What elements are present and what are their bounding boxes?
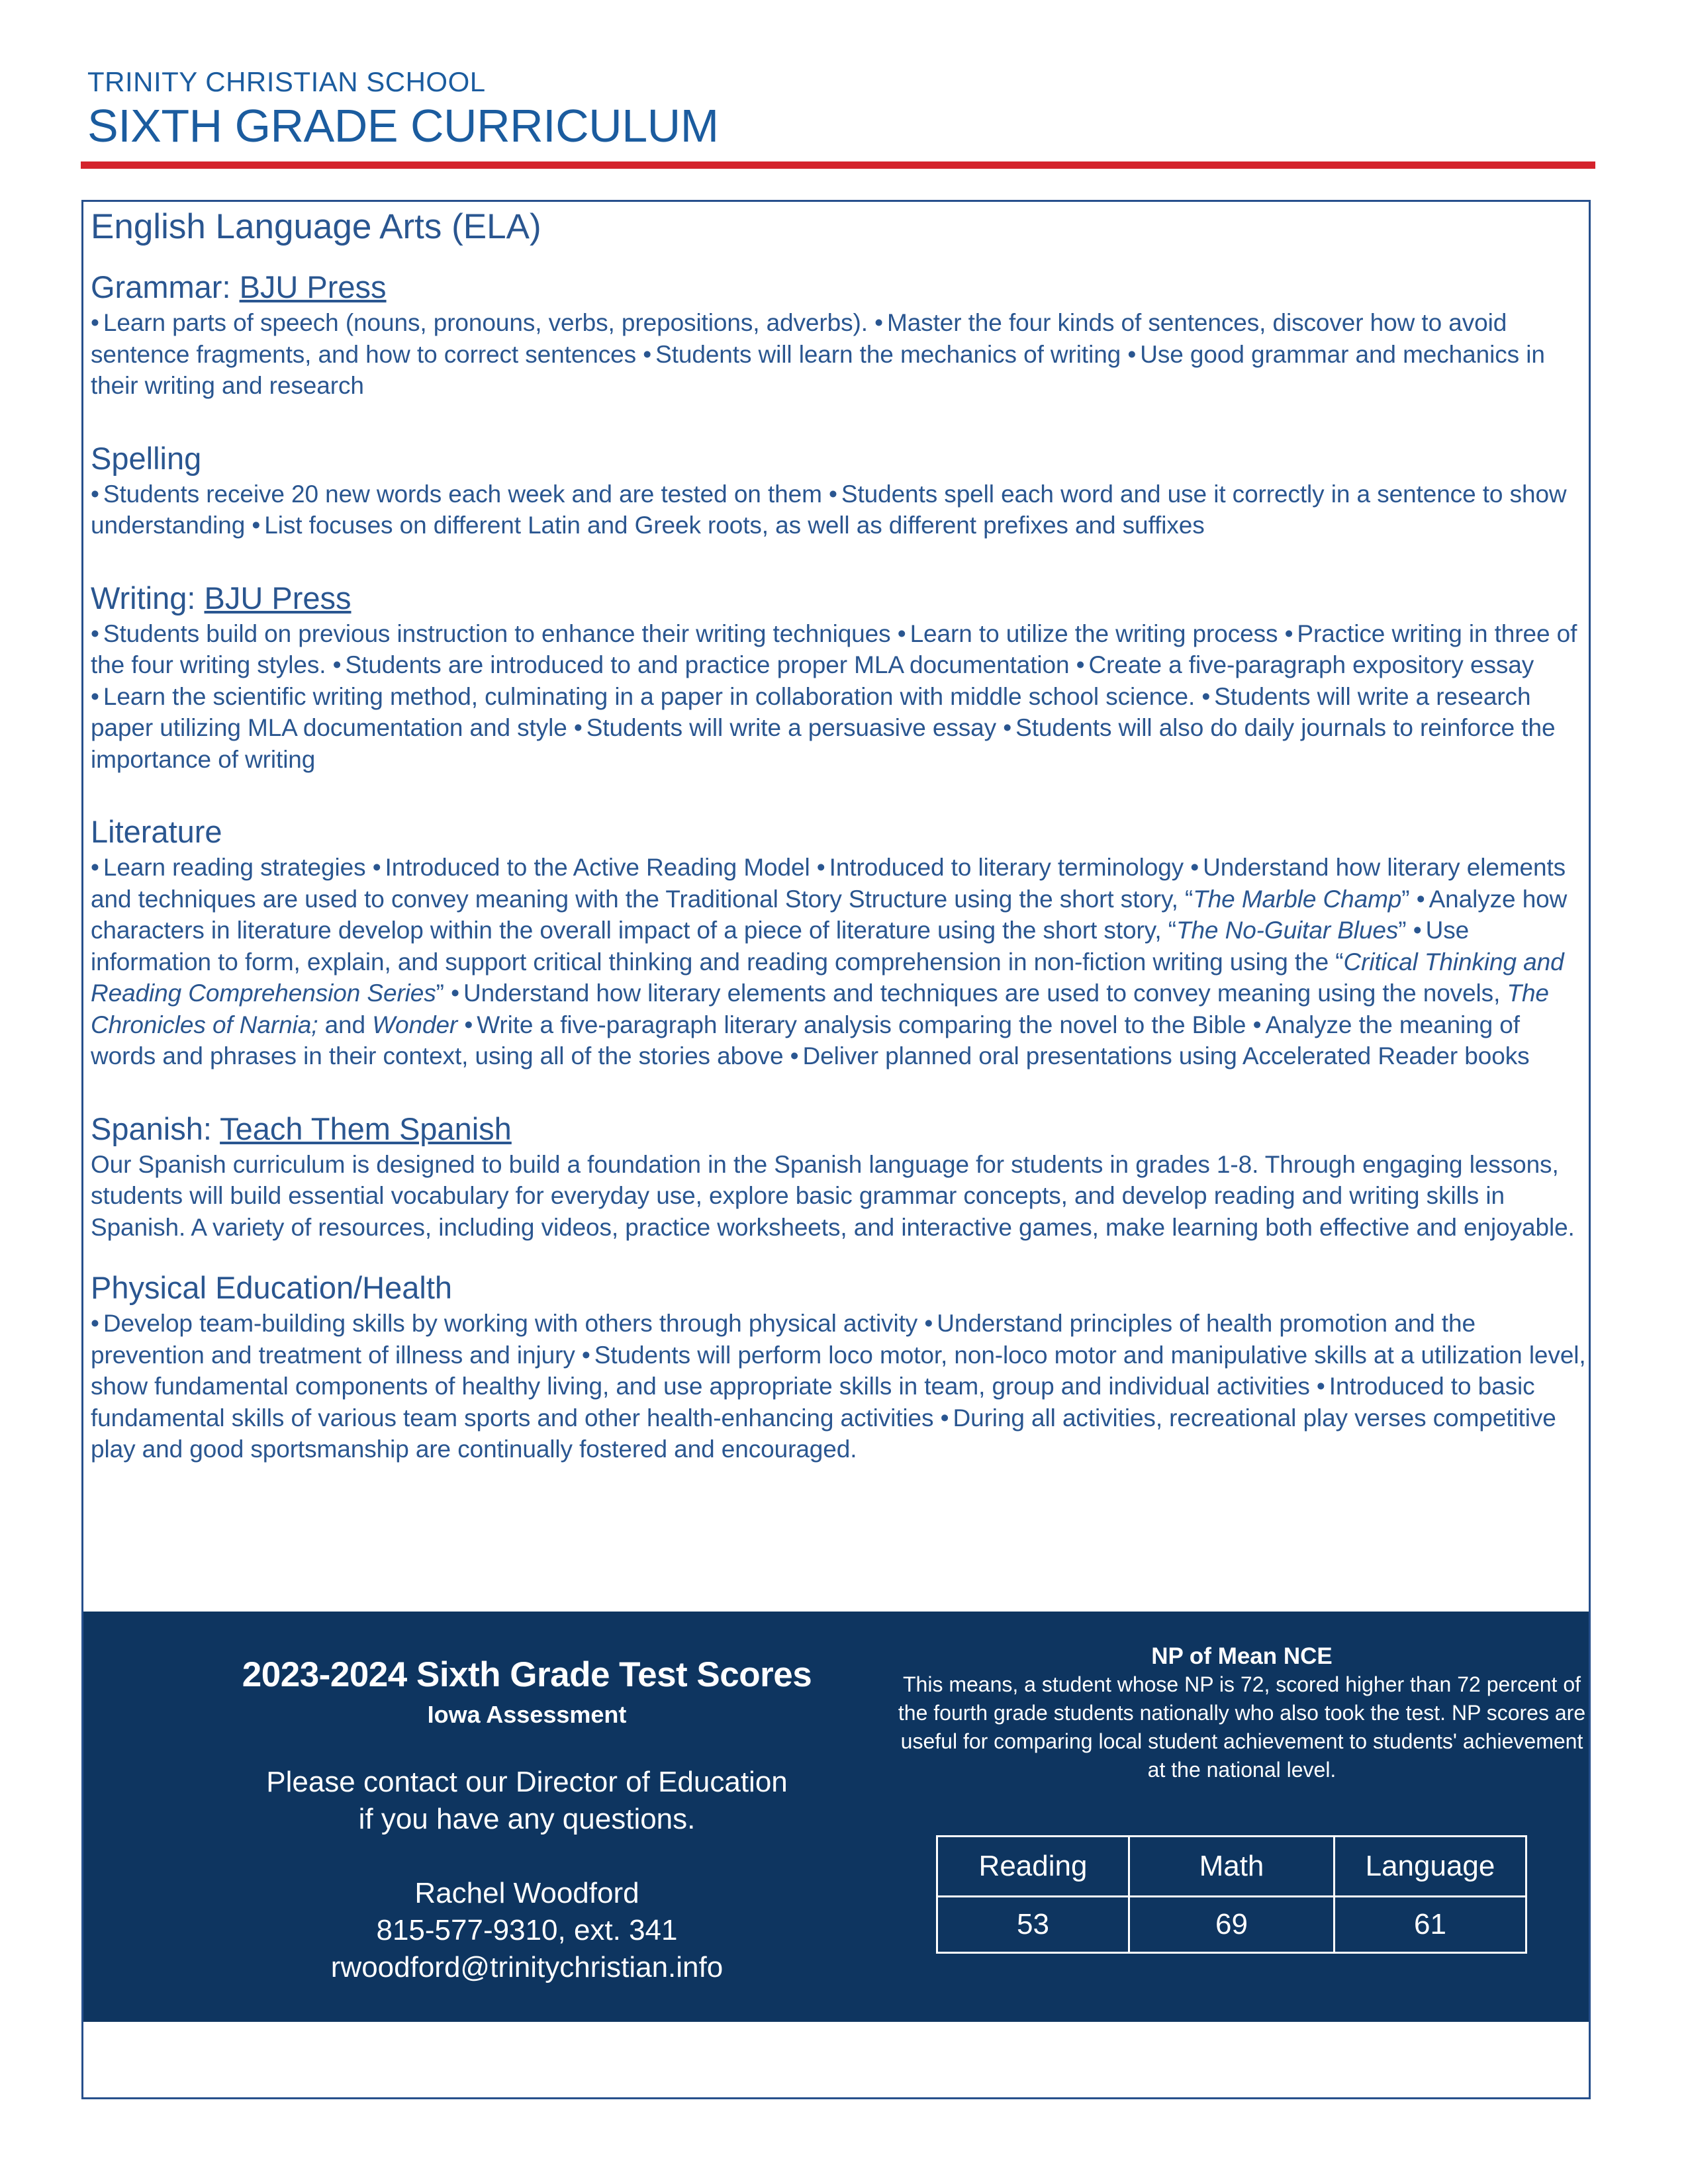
pe-item: Understand principles of health promotion and the prevention and treatment of illness and injury bbox=[91, 1310, 1476, 1369]
writing-item: Students will write a research paper utilizing MLA documentation and style bbox=[91, 682, 1531, 741]
writing-item: Students will write a persuasive essay bbox=[586, 714, 997, 741]
writing-link[interactable]: BJU Press bbox=[204, 580, 352, 615]
writing-item: Students will also do daily journals to reinforce the importance of writing bbox=[91, 714, 1556, 773]
contact-block bbox=[83, 1764, 970, 1986]
contact-line: if you have any questions. bbox=[358, 1803, 696, 1835]
quote-close: ” bbox=[1398, 917, 1407, 944]
grammar-heading bbox=[91, 269, 1587, 306]
grammar-item: Master the four kinds of sentences, discover how to avoid sentence fragments, and how to correct sentences bbox=[91, 309, 1507, 368]
spelling-body: • Students receive 20 new words each week and are tested on them • Students spell each word and use it correctly in a sentence to show understanding • List focuses on different Latin and Greek roots, as well as different prefixes and suffixes bbox=[91, 480, 1567, 539]
pe-item: Develop team-building skills by working with others through physical activity bbox=[103, 1310, 918, 1337]
writing-item: Students build on previous instruction to enhance their writing techniques bbox=[103, 619, 891, 647]
pe-section bbox=[91, 1269, 1587, 1465]
pe-heading: Physical Education/Health bbox=[91, 1270, 453, 1305]
grammar-link[interactable]: BJU Press bbox=[239, 269, 387, 304]
column-header-reading: Reading bbox=[937, 1837, 1129, 1897]
quote-close: ” bbox=[436, 979, 444, 1007]
quote-close: ” bbox=[1401, 885, 1410, 913]
grammar-section bbox=[91, 269, 1587, 402]
assessment-name: Iowa Assessment bbox=[427, 1701, 627, 1728]
spelling-item: Students receive 20 new words each week and are tested on them bbox=[103, 480, 822, 508]
column-header-language: Language bbox=[1335, 1837, 1526, 1897]
np-title: NP of Mean NCE bbox=[1151, 1643, 1333, 1669]
contact-name: Rachel Woodford bbox=[414, 1877, 639, 1909]
literature-item: Deliver planned oral presentations using Accelerated Reader books bbox=[802, 1042, 1530, 1069]
literature-item: Understand how literary elements and techniques are used to convey meaning with the Traditional Story Structure using the short story, “ bbox=[91, 854, 1566, 913]
literature-item: Analyze the meaning of words and phrases in their context, using all of the stories above bbox=[91, 1011, 1520, 1069]
literature-item: Analyze how characters in literature develop within the overall impact of a piece of literature using the short story, “ bbox=[91, 885, 1568, 944]
spelling-section bbox=[91, 440, 1587, 541]
writing-item: Students are introduced to and practice proper MLA documentation bbox=[345, 651, 1070, 678]
spanish-section bbox=[91, 1111, 1587, 1244]
score-language: 61 bbox=[1335, 1897, 1526, 1953]
spanish-label: Spanish: bbox=[91, 1111, 212, 1146]
story-title: The No-Guitar Blues bbox=[1176, 917, 1399, 944]
spanish-body: Our Spanish curriculum is designed to build a foundation in the Spanish language for students in grades 1-8. Through engaging lessons, students will build essential vocabulary for everyday use, explore basic grammar concepts, and develop reading and writing skills in Spanish. A variety of resources, including videos, practice worksheets, and interactive games, make learning both effective and enjoyable. bbox=[91, 1150, 1575, 1241]
writing-item: Create a five-paragraph expository essay bbox=[1088, 651, 1534, 678]
contact-phone[interactable]: 815-577-9310, ext. 341 bbox=[376, 1914, 678, 1946]
conjunction: and bbox=[318, 1011, 373, 1038]
pe-item: During all activities, recreational play verses competitive play and good sportsmanship are continually fostered and encouraged. bbox=[91, 1404, 1556, 1463]
grammar-item: Learn parts of speech (nouns, pronouns, verbs, prepositions, adverbs). bbox=[103, 309, 868, 336]
novel-title: The Chronicles of Narnia; bbox=[91, 979, 1549, 1038]
spanish-link[interactable]: Teach Them Spanish bbox=[220, 1111, 512, 1146]
writing-item: Learn to utilize the writing process bbox=[910, 619, 1278, 647]
literature-item: Understand how literary elements and techniques are used to convey meaning using the novels, bbox=[463, 979, 1507, 1007]
contact-line: Please contact our Director of Education bbox=[266, 1766, 788, 1798]
page-title: SIXTH GRADE CURRICULUM bbox=[87, 100, 719, 152]
score-reading: 53 bbox=[937, 1897, 1129, 1953]
scores-value-row bbox=[937, 1897, 1526, 1953]
contact-email[interactable]: rwoodford@trinitychristian.info bbox=[330, 1951, 724, 1983]
novel-title: Wonder bbox=[372, 1011, 458, 1038]
grammar-item: Students will learn the mechanics of writing bbox=[655, 340, 1121, 368]
scores-header-row bbox=[937, 1837, 1526, 1897]
test-scores-panel bbox=[83, 1612, 1589, 2022]
curriculum-content bbox=[91, 205, 1587, 1504]
writing-section bbox=[91, 580, 1587, 776]
literature-item: Use information to form, explain, and support critical thinking and reading comprehension in non-fiction writing using the “ bbox=[91, 917, 1470, 976]
literature-item: Introduced to literary terminology bbox=[829, 854, 1184, 881]
column-header-math: Math bbox=[1129, 1837, 1335, 1897]
literature-item: Learn reading strategies bbox=[103, 854, 366, 881]
writing-body: • Students build on previous instruction to enhance their writing techniques • Learn to utilize the writing process • Practice writing in three of the four writing styles. • Students are introduced to and practice proper MLA documentation • Create a five-paragraph expository essay • Learn the scientific writing method, culminating in a paper in collaboration with middle school science. • Students will write a research paper utilizing MLA documentation and style • Students will write a persuasive essay • Students will also do daily journals to reinforce the importance of writing bbox=[91, 619, 1577, 773]
grammar-item: Use good grammar and mechanics in their writing and research bbox=[91, 340, 1545, 399]
header-divider bbox=[81, 161, 1595, 169]
grammar-label: Grammar: bbox=[91, 269, 231, 304]
writing-item: Practice writing in three of the four writing styles. bbox=[91, 619, 1577, 678]
score-math: 69 bbox=[1129, 1897, 1335, 1953]
writing-heading bbox=[91, 580, 1587, 617]
school-name: TRINITY CHRISTIAN SCHOOL bbox=[87, 66, 486, 97]
spanish-heading bbox=[91, 1111, 1587, 1148]
pe-body: • Develop team-building skills by working with others through physical activity • Understand principles of health promotion and the prevention and treatment of illness and injury • Students will perform loco motor, non-loco motor and manipulative skills at a utilization level, show fundamental components of healthy living, and use appropriate skills in team, group and individual activities • Introduced to basic fundamental skills of various team sports and other health-enhancing activities • During all activities, recreational play verses competitive play and good sportsmanship are continually fostered and encouraged. bbox=[91, 1310, 1586, 1463]
literature-heading: Literature bbox=[91, 814, 222, 849]
literature-section bbox=[91, 813, 1587, 1072]
story-title: The Marble Champ bbox=[1193, 885, 1402, 913]
ela-title: English Language Arts (ELA) bbox=[91, 207, 541, 246]
scores-table bbox=[936, 1835, 1527, 1954]
spelling-item: Students spell each word and use it correctly in a sentence to show understanding bbox=[91, 480, 1567, 539]
grammar-body: • Learn parts of speech (nouns, pronouns, verbs, prepositions, adverbs). • Master the four kinds of sentences, discover how to avoid sentence fragments, and how to correct sentences • Students will learn the mechanics of writing • Use good grammar and mechanics in their writing and research bbox=[91, 309, 1545, 399]
spelling-heading: Spelling bbox=[91, 440, 202, 476]
pe-item: Introduced to basic fundamental skills of various team sports and other health-enhancing activities bbox=[91, 1373, 1535, 1432]
writing-item: Learn the scientific writing method, culminating in a paper in collaboration with middle school science. bbox=[103, 682, 1196, 710]
scores-title: 2023-2024 Sixth Grade Test Scores bbox=[242, 1655, 812, 1694]
np-description: This means, a student whose NP is 72, scored higher than 72 percent of the fourth grade students nationally who also took the test. NP scores are useful for comparing local student achievement to students' achievement at the national level. bbox=[898, 1672, 1586, 1782]
literature-item: Introduced to the Active Reading Model bbox=[385, 854, 810, 881]
spelling-item: List focuses on different Latin and Greek roots, as well as different prefixes and suffixes bbox=[264, 512, 1205, 539]
literature-item: Write a five-paragraph literary analysis comparing the novel to the Bible bbox=[477, 1011, 1246, 1038]
literature-body: • Learn reading strategies • Introduced to the Active Reading Model • Introduced to literary terminology • Understand how literary elements and techniques are used to convey meaning with the Traditional Story Structure using the short story, “The Marble Champ” • Analyze how characters in literature develop within the overall impact of a piece of literature using the short story, “The No-Guitar Blues” • Use information to form, explain, and support critical thinking and reading comprehension in non-fiction writing using the “Critical Thinking and Reading Comprehension Series” • Understand how literary elements and techniques are used to convey meaning using the novels, The Chronicles of Narnia; and Wonder • Write a five-paragraph literary analysis comparing the novel to the Bible • Analyze the meaning of words and phrases in their context, using all of the stories above • Deliver planned oral presentations using Accelerated Reader books bbox=[91, 854, 1568, 1069]
pe-item: Students will perform loco motor, non-loco motor and manipulative skills at a utilization level, show fundamental components of healthy living, and use appropriate skills in team, group and individual activities bbox=[91, 1341, 1586, 1400]
writing-label: Writing: bbox=[91, 580, 196, 615]
series-title: Critical Thinking and Reading Comprehension Series bbox=[91, 948, 1564, 1007]
